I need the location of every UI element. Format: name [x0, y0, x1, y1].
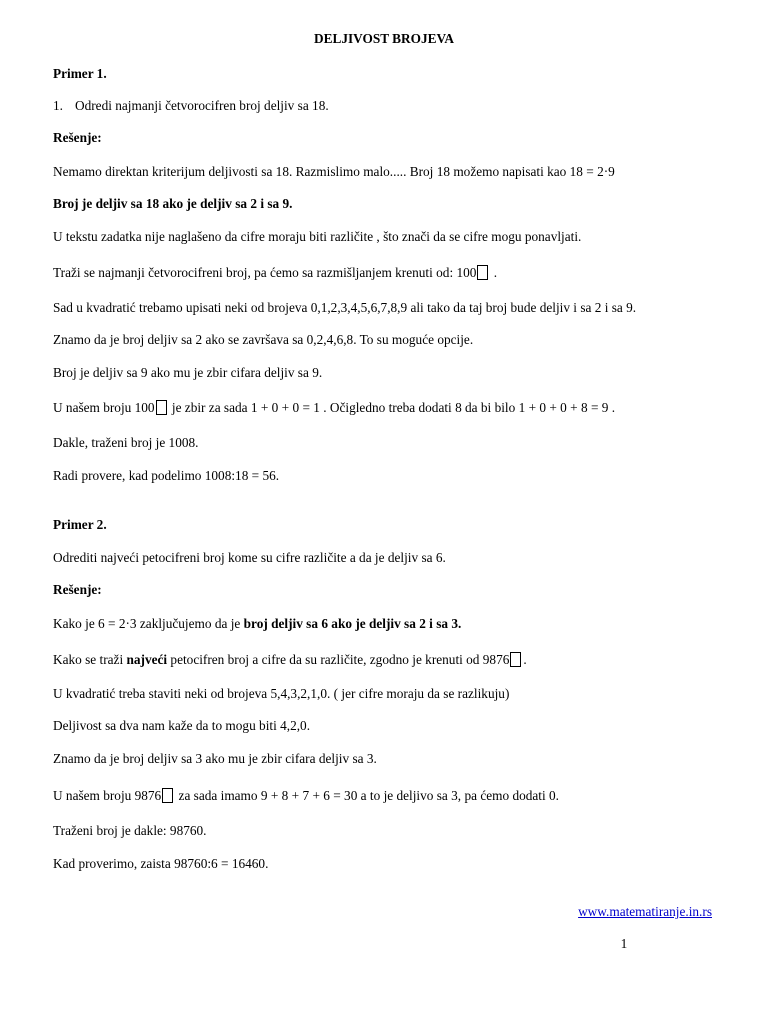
text: Traži se najmanji četvorocifreni broj, pa ćemo sa razmišljanjem krenuti od: 100 — [53, 265, 477, 280]
paragraph — [53, 616, 461, 632]
paragraph: Znamo da je broj deljiv sa 2 ako se završava sa 0,2,4,6,8. To su moguće opcije. — [53, 332, 474, 347]
paragraph: Znamo da je broj deljiv sa 3 ako mu je zbir cifara deljiv sa 3. — [53, 751, 377, 766]
task-text: Odredi najmanji četvorocifren broj deljiv sa 18. — [75, 98, 329, 113]
bold-text: broj deljiv sa 6 ako je deljiv sa 2 i sa 3. — [243, 616, 462, 631]
example-2-task: Odrediti najveći petocifreni broj kome su cifre različite a da je deljiv sa 6. — [53, 550, 446, 565]
text: za sada imamo 9 + 8 + 7 + 6 = 30 a to je deljivo sa 3, pa ćemo dodati 0. — [175, 788, 559, 803]
example-2-heading: Primer 2. — [53, 517, 107, 532]
paragraph: Kad proverimo, zaista 98760:6 = 16460. — [53, 856, 269, 871]
empty-box — [510, 652, 521, 667]
paragraph: Traženi broj je dakle: 98760. — [53, 823, 207, 838]
paragraph: Sad u kvadratić trebamo upisati neki od brojeva 0,1,2,3,4,5,6,7,8,9 ali tako da taj broj bude deljiv i sa 2 i sa 9. — [53, 300, 637, 315]
paragraph: Deljivost sa dva nam kaže da to mogu biti 4,2,0. — [53, 718, 311, 733]
text: . — [493, 265, 498, 280]
text: . — [523, 652, 527, 667]
empty-box — [162, 788, 173, 803]
paragraph: Broj je deljiv sa 9 ako mu je zbir cifara deljiv sa 9. — [53, 365, 323, 380]
text: petocifren broj a cifre da su različite, zgodno je krenuti od 9876 — [167, 652, 510, 667]
paragraph: Radi provere, kad podelimo 1008:18 = 56. — [53, 468, 280, 483]
paragraph — [53, 788, 559, 804]
example-1-heading: Primer 1. — [53, 66, 107, 81]
paragraph — [53, 652, 527, 668]
task-number: 1. — [53, 98, 63, 113]
empty-box — [156, 400, 167, 415]
paragraph: Dakle, traženi broj je 1008. — [53, 435, 199, 450]
text: U našem broju 9876 — [53, 788, 162, 803]
paragraph — [53, 400, 615, 416]
text: je zbir za sada 1 + 0 + 0 = 1 . Očigledno treba dodati 8 da bi bilo 1 + 0 + 0 + 8 = 9 . — [171, 400, 616, 415]
paragraph — [53, 265, 497, 281]
text: Kako se traži — [53, 652, 127, 667]
paragraph: U tekstu zadatka nije naglašeno da cifre moraju biti različite , što znači da se cifre mogu ponavljati. — [53, 229, 582, 244]
example-2-solution-heading: Rešenje: — [53, 582, 102, 597]
text: U našem broju 100 — [53, 400, 155, 415]
bold-statement: Broj je deljiv sa 18 ako je deljiv sa 2 i sa 9. — [53, 196, 293, 211]
example-1-task — [53, 98, 329, 114]
text: Kako je 6 = 2·3 zaključujemo da je — [53, 616, 244, 631]
page-title: DELJIVOST BROJEVA — [313, 31, 454, 46]
page-number: 1 — [620, 936, 628, 951]
website-link[interactable]: www.matematiranje.in.rs — [578, 904, 712, 919]
paragraph: Nemamo direktan kriterijum deljivosti sa 18. Razmislimo malo..... Broj 18 možemo napisati kao 18 = 2·9 — [53, 164, 615, 179]
example-1-solution-heading: Rešenje: — [53, 130, 102, 145]
empty-box — [477, 265, 488, 280]
paragraph: U kvadratić treba staviti neki od brojeva 5,4,3,2,1,0. ( jer cifre moraju da se razlikuju) — [53, 686, 510, 701]
bold-text: najveći — [126, 652, 168, 667]
